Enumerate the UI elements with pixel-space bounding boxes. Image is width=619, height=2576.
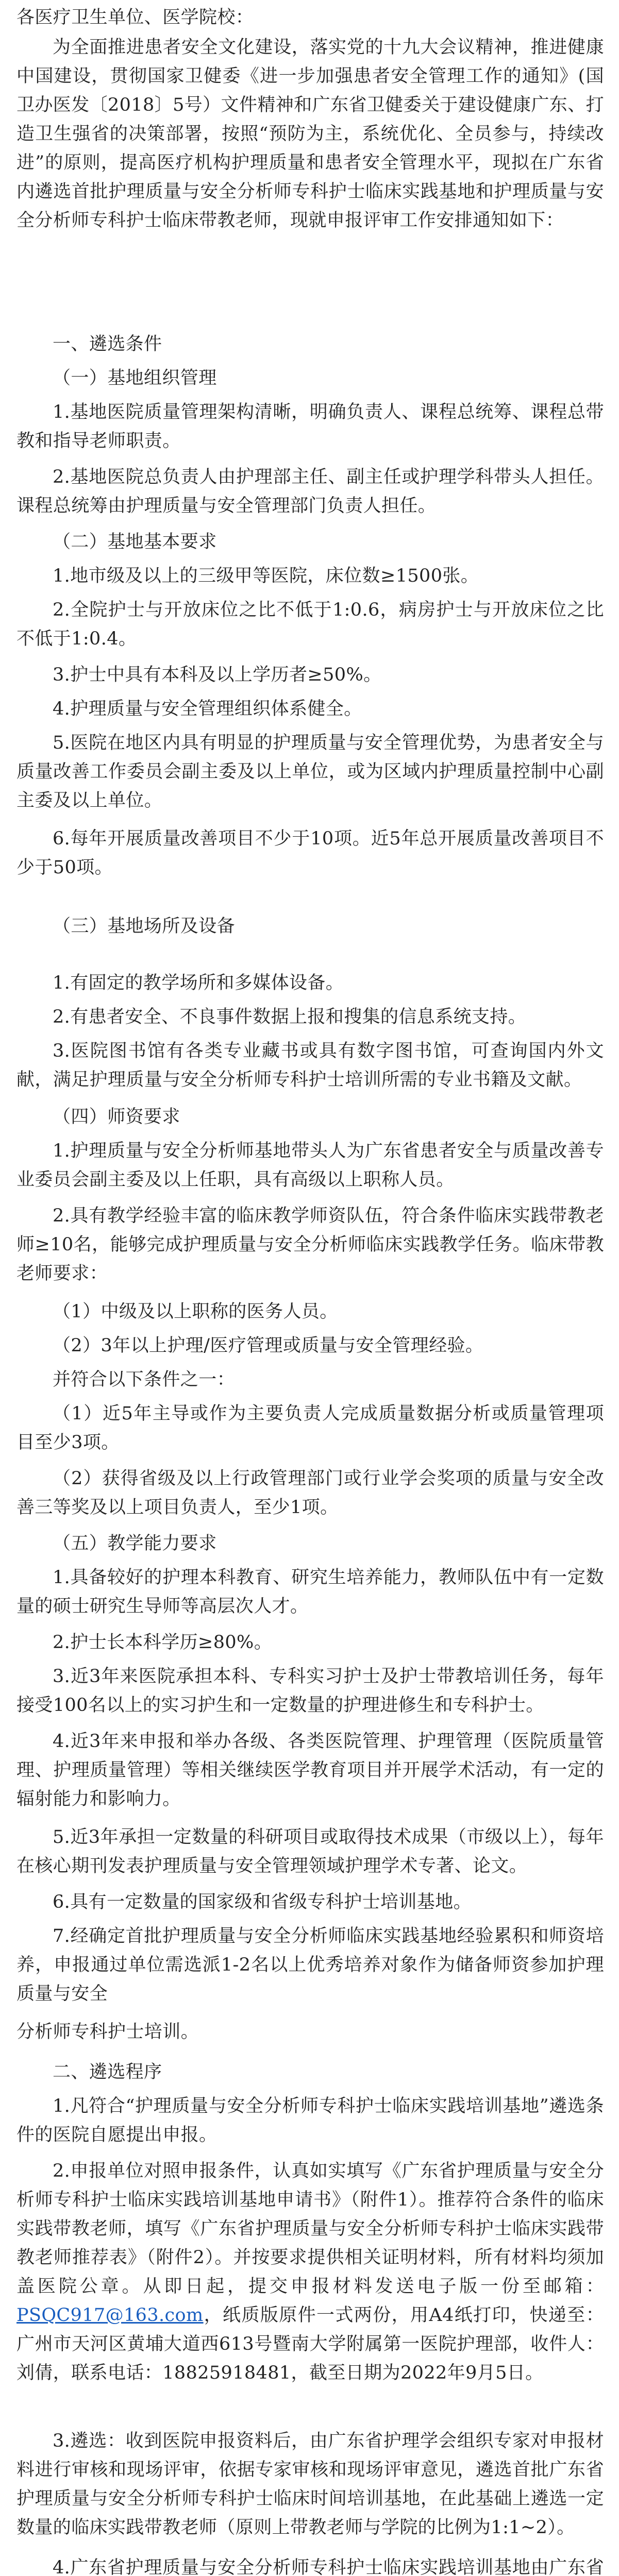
paragraph: 1.地市级及以上的三级甲等医院，床位数≥1500张。: [53, 566, 479, 586]
paragraph: 5.近3年承担一定数量的科研项目或取得技术成果（市级以上），每年在核心期刊发表护理质量与安全管理领域护理学术专著、论文。: [16, 1827, 604, 1876]
intro-paragraph: 为全面推进患者安全文化建设，落实党的十九大会议精神，推进健康中国建设，贯彻国家卫健委《进一步加强患者安全管理工作的通知》(国卫办医发〔2018〕5号）文件精神和广东省卫健委关于建设健康广东、打造卫生强省的决策部署，按照“预防为主，系统优化、全员参与，持续改进”的原则，提高医疗机构护理质量和患者安全管理水平，现拟在广东省内遴选首批护理质量与安全分析师专科护士临床实践基地和护理质量与安全分析师专科护士临床带教老师，现就申报评审工作安排通知如下：: [16, 37, 604, 231]
paragraph: （2）获得省级及以上行政管理部门或行业学会奖项的质量与安全改善三等奖及以上项目负责人，至少1项。: [16, 1468, 604, 1518]
paragraph: 1.护理质量与安全分析师基地带头人为广东省患者安全与质量改善专业委员会副主委及以上任职，具有高级以上职称人员。: [16, 1141, 604, 1190]
paragraph: 2.全院护士与开放床位之比不低于1:0.6，病房护士与开放床位之比不低于1:0.4。: [16, 600, 604, 649]
paragraph: 2.有患者安全、不良事件数据上报和搜集的信息系统支持。: [53, 1007, 527, 1027]
paragraph: （1）中级及以上职称的医务人员。: [53, 1301, 338, 1322]
paragraph: [16, 2157, 604, 2387]
paragraph: 1.具备较好的护理本科教育、研究生培养能力，教师队伍中有一定数量的硕士研究生导师等高层次人才。: [16, 1567, 604, 1617]
paragraph: 6.每年开展质量改善项目不少于10项。近5年总开展质量改善项目不少于50项。: [16, 828, 604, 878]
subsection-heading: （五）教学能力要求: [53, 1533, 217, 1554]
subsection-heading: （三）基地场所及设备: [53, 916, 236, 937]
submission-email-link[interactable]: PSQC917@163.com: [16, 2305, 204, 2326]
paragraph: 3.护士中具有本科及以上学历者≥50%。: [53, 665, 382, 685]
section-heading-2: 二、遴选程序: [53, 2062, 162, 2082]
paragraph-text: ，纸质版原件一式两份，用A4纸打印，快递至：广州市天河区黄埔大道西613号暨南大学附属第一医院护理部，收件人：刘倩，联系电话：18825918481，截至日期为2022年9月5日。: [16, 2305, 604, 2383]
paragraph: 3.近3年来医院承担本科、专科实习护士及护士带教培训任务，每年接受100名以上的实习护生和一定数量的护理进修生和专科护士。: [16, 1666, 604, 1716]
salutation: 各医疗卫生单位、医学院校：: [16, 7, 254, 28]
section-heading-1: 一、遴选条件: [53, 334, 162, 354]
paragraph: 7.经确定首批护理质量与安全分析师临床实践基地经验累积和师资培养，申报通过单位需选派1-2名以上优秀培养对象作为储备师资参加护理质量与安全: [16, 1926, 604, 2004]
paragraph: 2.护士长本科学历≥80%。: [53, 1632, 273, 1653]
paragraph: 4.广东省护理质量与安全分析师专科护士临床实践培训基地由广东省: [53, 2557, 604, 2576]
paragraph: 5.医院在地区内具有明显的护理质量与安全管理优势，为患者安全与质量改善工作委员会副主委及以上单位，或为区域内护理质量控制中心副主委及以上单位。: [16, 733, 604, 811]
paragraph: （1）近5年主导或作为主要负责人完成质量数据分析或质量管理项目至少3项。: [16, 1403, 604, 1453]
paragraph: 1.有固定的教学场所和多媒体设备。: [53, 973, 344, 993]
paragraph: 并符合以下条件之一：: [53, 1369, 236, 1390]
paragraph: 分析师专科护士培训。: [16, 2022, 199, 2042]
paragraph: 4.护理质量与安全管理组织体系健全。: [53, 699, 362, 719]
paragraph: 1.基地医院质量管理架构清晰，明确负责人、课程总统筹、课程总带教和指导老师职责。: [16, 402, 604, 451]
paragraph: 2.基地医院总负责人由护理部主任、副主任或护理学科带头人担任。课程总统筹由护理质量与安全管理部门负责人担任。: [16, 467, 604, 516]
paragraph: 1.凡符合“护理质量与安全分析师专科护士临床实践培训基地”遴选条件的医院自愿提出申报。: [16, 2096, 604, 2145]
subsection-heading: （一）基地组织管理: [53, 368, 217, 388]
subsection-heading: （四）师资要求: [53, 1107, 180, 1127]
subsection-heading: （二）基地基本要求: [53, 532, 217, 552]
paragraph: （2）3年以上护理/医疗管理或质量与安全管理经验。: [53, 1335, 484, 1356]
paragraph: 4.近3年来申报和举办各级、各类医院管理、护理管理（医院质量管理、护理质量管理）等相关继续医学教育项目并开展学术活动，有一定的辐射能力和影响力。: [16, 1731, 604, 1809]
paragraph: 3.遴选：收到医院申报资料后，由广东省护理学会组织专家对申报材料进行审核和现场评审，依据专家审核和现场评审意见，遴选首批广东省护理质量与安全分析师专科护士临床时间培训基地，在此基础上遴选一定数量的临床实践带教老师（原则上带教老师与学院的比例为1:1~2）。: [16, 2431, 604, 2538]
paragraph: 3.医院图书馆有各类专业藏书或具有数字图书馆，可查询国内外文献，满足护理质量与安全分析师专科护士培训所需的专业书籍及文献。: [16, 1041, 604, 1090]
paragraph: 6.具有一定数量的国家级和省级专科护士培训基地。: [53, 1892, 472, 1912]
paragraph-text: 2.申报单位对照申报条件，认真如实填写《广东省护理质量与安全分析师专科护士临床实践培训基地申请书》（附件1）。推荐符合条件的临床实践带教老师，填写《广东省护理质量与安全分析师专科护士临床实践带教老师推荐表》（附件2）。并按要求提供相关证明材料，所有材料均须加盖医院公章。从即日起，提交申报材料发送电子版一份至邮箱：: [16, 2161, 604, 2297]
paragraph: 2.具有教学经验丰富的临床教学师资队伍，符合条件临床实践带教老师≥10名，能够完成护理质量与安全分析师临床实践教学任务。临床带教老师要求：: [16, 1206, 604, 1284]
